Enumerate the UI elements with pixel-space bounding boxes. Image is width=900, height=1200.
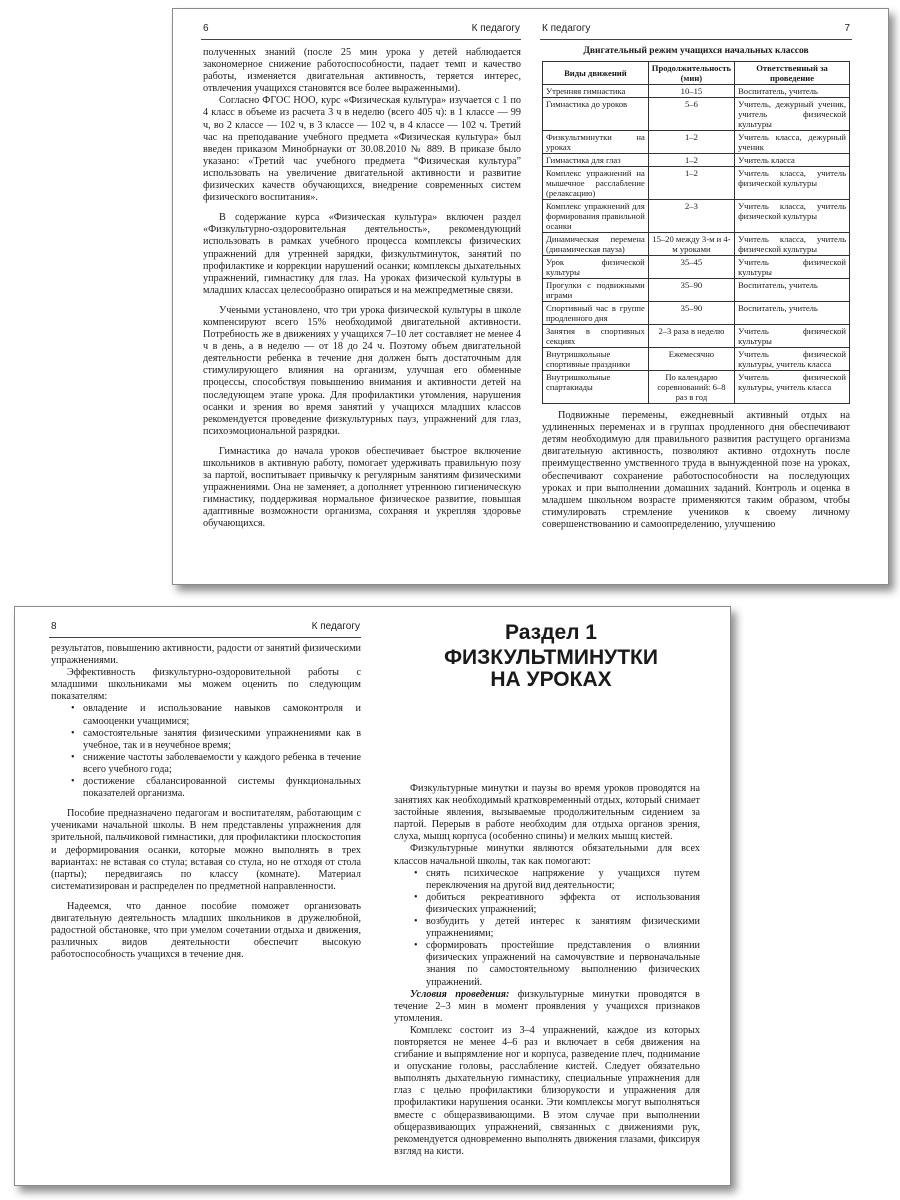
responsible-cell: Воспитатель, учитель (735, 302, 850, 325)
table-header-row (543, 62, 850, 85)
activity-cell: Гимнастика до уроков (543, 98, 649, 131)
paragraph: полученных знаний (после 25 мин урока у детей наблюдается закономерное снижение работоспособности, падает темп и качество работы, изменяется двигательная активность, теряется интерес, отвлечения учащихся становятся все более выраженными). (203, 47, 521, 95)
paragraph: Согласно ФГОС НОО, курс «Физическая культура» изучается с 1 по 4 класс в объеме из расчета 3 ч в неделю (всего 405 ч): в 1 классе — 99 ч, во 2 классе — 102 ч, в 3 классе — 102 ч, в 4 классе — 102 ч. Третий час на преподавание учебного предмета «Физическая культура» был введен приказом Минобрнауки от 30.08.2010 № 889. В приказе было указано: «Третий час учебного предмета “Физическая культура” использовать на увеличение двигательной активности и развитие физических качеств обучающихся, внедрение современных систем физического воспитания». (203, 95, 521, 204)
duration-cell: 1–2 (648, 167, 734, 200)
table-row (543, 233, 850, 256)
activity-cell: Динамическая перемена (динамическая пауза) (543, 233, 649, 256)
section-title (372, 647, 730, 691)
table-row (543, 348, 850, 371)
activity-cell: Комплекс упражнений на мышечное расслабление (релаксацию) (543, 167, 649, 200)
table-row (543, 98, 850, 131)
page-6 (173, 9, 530, 584)
list-item: • снять психическое напряжение у учащихся путем переключения на другой вид деятельности; (426, 868, 700, 892)
responsible-cell: Учитель класса, дежурный ученик (735, 131, 850, 154)
paragraph: Комплекс состоит из 3–4 упражнений, каждое из которых повторяется не менее 4–6 раз и включает в себя движения на сгибание и выпрямление ног и корпуса, разведение плеч, поднимание и опускание головы, расслабление кистей. Следует обязательно выполнять дыхательную гимнастику, специальные упражнения для глаз с целью профилактики близорукости и упражнения для профилактики нарушения осанки. Эти комплексы могут выполняться вместе с общеразвивающими. В этом случае при выполнении общеразвивающих упражнений, связанных с движениями рук, рекомендуется одновременно выполнять движения глазами, фиксируя взгляд на кисти. (394, 1024, 700, 1157)
table-title: Двигательный режим учащихся начальных классов (583, 46, 809, 56)
paragraph: Надеемся, что данное пособие поможет организовать двигательную деятельность младших школьников в дружелюбной, радостной обстановке, что при умелом сочетании отдыха и движения, различных видов деятельности обеспечит высокую работоспособность учащихся в течение дня. (51, 900, 361, 961)
responsible-cell: Учитель класса, учитель физической культуры (735, 167, 850, 200)
column-header: Продолжительность (мин) (648, 62, 734, 85)
page-number: 6 (203, 23, 209, 34)
table-row (543, 325, 850, 348)
table-row (543, 85, 850, 98)
responsible-cell: Учитель физической культуры (735, 325, 850, 348)
duration-cell: 2–3 раза в неделю (648, 325, 734, 348)
list-item: • добиться рекреативного эффекта от использования физических упражнений; (426, 892, 700, 916)
activity-cell: Внутришкольные спартакиады (543, 371, 649, 404)
indicators-list (51, 703, 361, 800)
page-9-body (394, 783, 700, 1158)
list-item: • снижение частоты заболеваемости у каждого ребенка в течение всего учебного года; (83, 752, 361, 776)
book-spread-pages-8-9 (14, 606, 731, 1186)
page-7-body (542, 45, 850, 531)
duration-cell: 10–15 (648, 85, 734, 98)
column-header: Виды движений (543, 62, 649, 85)
page-8 (15, 607, 372, 1185)
list-item: • достижение сбалансированной системы функциональных показателей организма. (83, 776, 361, 800)
header-rule (201, 39, 521, 40)
paragraph: Пособие предназначено педагогам и воспитателям, работающим с учениками начальной школы. В нем представлены упражнения для зрительной, пальчиковой гимнастики, для профилактики плоскостопия и деформирования осанки, которые можно выполнять в трех вариантах: не вставая со стула; вставая со стула, но не отходя от стола (парты); передвигаясь по классу (комнате). Материал систематизирован и распределен по предметной направленности. (51, 808, 361, 892)
list-item: • возбудить у детей интерес к занятиям физическими упражнениями; (426, 916, 700, 940)
duration-cell: 5–6 (648, 98, 734, 131)
activity-cell: Урок физической культуры (543, 256, 649, 279)
responsible-cell: Учитель физической культуры, учитель класса (735, 371, 850, 404)
responsible-cell: Воспитатель, учитель (735, 85, 850, 98)
activity-cell: Комплекс упражнений для формирования правильной осанки (543, 200, 649, 233)
section-title-line: ФИЗКУЛЬТМИНУТКИ (444, 646, 658, 669)
activity-cell: Внутришкольные спортивные праздники (543, 348, 649, 371)
activity-cell: Физкультминутки на уроках (543, 131, 649, 154)
responsible-cell: Учитель физической культуры, учитель класса (735, 348, 850, 371)
paragraph: результатов, повышению активности, радости от занятий физическими упражнениями. (51, 643, 361, 667)
table-row (543, 154, 850, 167)
duration-cell: 1–2 (648, 154, 734, 167)
section-title-line: НА УРОКАХ (490, 668, 612, 691)
table-row (543, 279, 850, 302)
responsible-cell: Учитель класса, учитель физической культуры (735, 233, 850, 256)
list-item: • овладение и использование навыков самоконтроля и самооценки учащимися; (83, 703, 361, 727)
duration-cell: Ежемесячно (648, 348, 734, 371)
paragraph: Физкультурные минутки являются обязательными для всех классов начальной школы, так как помогают: (394, 843, 700, 867)
conditions-label: Условия проведения: (410, 988, 510, 1000)
paragraph: Учеными установлено, что три урока физической культуры в школе компенсируют всего 15% необходимой двигательной активности. Потребность же в движениях у учащихся 7–10 лет составляет не менее 4 ч в день, а в неделю — от 18 до 24 ч. Поэтому объем двигательной деятельности ребенка в течение дня должен быть достаточным для стимулирующего влияния на организм, улучшая его обменные процессы, способствуя повышению внимания и активности детей на последующем этапе урока. Для профилактики утомления, нарушения осанки и зрения во время занятий у учащихся младших классов рекомендуется проведение физкультурных пауз, упражнений для глаз, психоэмоциональной разрядки. (203, 304, 521, 437)
table-row (543, 200, 850, 233)
duration-cell: По календарю соревнований: 6–8 раз в год (648, 371, 734, 404)
paragraph: Физкультурные минутки и паузы во время уроков проводятся на занятиях как необходимый кратковременный отдых, который снимает застойные явления, вызываемые продолжительным сидением за партой. Перерыв в работе необходим для отдыха органов зрения, слуха, мышц корпуса (особенно спины) и мелких мышц кистей. (394, 783, 700, 843)
duration-cell: 35–90 (648, 279, 734, 302)
book-spread-pages-6-7 (172, 8, 889, 585)
responsible-cell: Учитель класса (735, 154, 850, 167)
page-number: 7 (844, 23, 850, 34)
responsible-cell: Учитель, дежурный ученик, учитель физической культуры (735, 98, 850, 131)
table-row (543, 371, 850, 404)
duration-cell: 35–45 (648, 256, 734, 279)
header-rule (540, 39, 852, 40)
page-9-section-opener (372, 607, 730, 1185)
table-row (543, 131, 850, 154)
page-7 (530, 9, 888, 584)
paragraph: В содержание курса «Физическая культура» включен раздел «Физкультурно-оздоровительная деятельность», рекомендующий использовать в рамках учебного процесса комплексы физических упражнений для утренней зарядки, физкультминуток, занятий по профилактике и коррекции нарушений осанки; комплексы дыхательных упражнений, гимнастику для глаз. На уроках физической культуры в младших классах целесообразно опираться и на межпредметные связи. (203, 212, 521, 296)
page-8-body (51, 643, 361, 961)
table-row (543, 302, 850, 325)
duration-cell: 35–90 (648, 302, 734, 325)
activity-cell: Занятия в спортивных секциях (543, 325, 649, 348)
activity-cell: Прогулки с подвижными играми (543, 279, 649, 302)
page-6-body (203, 47, 521, 531)
conditions-text: физкультурные минутки проводятся в течение 2–3 мин в момент проявления у учащихся признаков утомления. (394, 988, 700, 1024)
page-number: 8 (51, 621, 57, 632)
paragraph: Подвижные перемены, ежедневный активный отдых на удлиненных переменах и в группах продленного дня обеспечивают детям необходимую для правильного развития растущего организма двигательную активность, позволяют активно отдохнуть после преимущественно умственного труда в вынужденной позе на уроках, обеспечивают сохранение работоспособности на последующих уроках и при выполнении домашних заданий. Контроль и оценка в младшем школьном возрасте применяются таким образом, чтобы стимулировать стремление учеников к своему личному совершенствованию и самоопределению, улучшению (542, 410, 850, 530)
motor-regime-table (542, 61, 850, 404)
paragraph: Гимнастика до начала уроков обеспечивает быстрое включение школьников в активную работу, помогает удерживать правильную позу за партой, воспитывает привычку к регулярным занятиям физическими упражнениями. Она не заменяет, а дополняет утреннюю гигиеническую гимнастику, поддерживая нормальное физическое развитие, повышая адаптивные возможности организма, сохраняя и укрепляя здоровье обучающихся. (203, 445, 521, 530)
list-item: • самостоятельные занятия физическими упражнениями как в учебное, так и в неучебное время; (83, 728, 361, 752)
activity-cell: Спортивный час в группе продленного дня (543, 302, 649, 325)
conditions-paragraph (394, 989, 700, 1025)
responsible-cell: Воспитатель, учитель (735, 279, 850, 302)
responsible-cell: Учитель физической культуры (735, 256, 850, 279)
duration-cell: 1–2 (648, 131, 734, 154)
paragraph: Эффективность физкультурно-оздоровительной работы с младшими школьниками мы можем оценить по следующим показателям: (51, 667, 361, 703)
benefits-list (394, 868, 700, 989)
duration-cell: 2–3 (648, 200, 734, 233)
section-label: Раздел 1 (505, 621, 597, 644)
header-rule (49, 637, 361, 638)
table-row (543, 256, 850, 279)
list-item: • сформировать простейшие представления о влиянии физических упражнений на самочувствие и первоначальные знания по самостоятельному выполнению физических упражнений. (426, 940, 700, 988)
running-head: К педагогу (542, 23, 591, 34)
activity-cell: Утренняя гимнастика (543, 85, 649, 98)
responsible-cell: Учитель класса, учитель физической культуры (735, 200, 850, 233)
column-header: Ответственный за проведение (735, 62, 850, 85)
running-head: К педагогу (311, 621, 360, 632)
running-head: К педагогу (471, 23, 520, 34)
duration-cell: 15–20 между 3-м и 4-м уроками (648, 233, 734, 256)
activity-cell: Гимнастика для глаз (543, 154, 649, 167)
table-row (543, 167, 850, 200)
